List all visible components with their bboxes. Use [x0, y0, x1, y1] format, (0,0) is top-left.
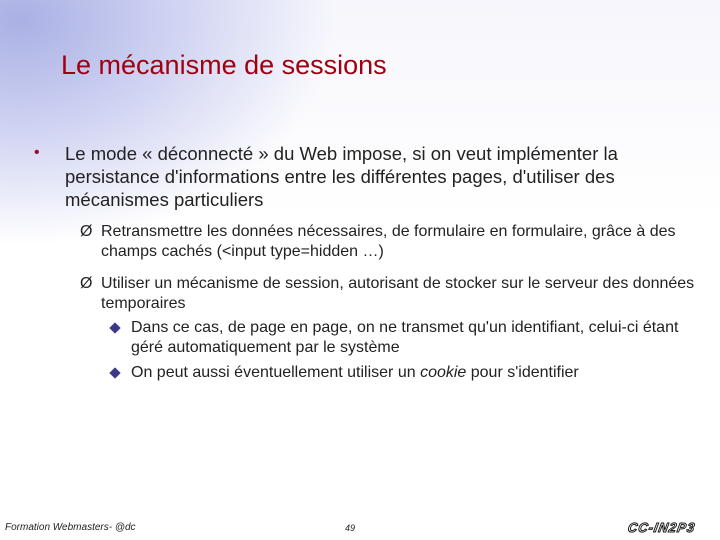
bullet-marker: • — [34, 144, 40, 161]
sub-sub-bullet-text — [131, 363, 696, 383]
arrow-bullet-icon: Ø — [80, 275, 93, 292]
italic-term: cookie — [420, 364, 467, 381]
diamond-bullet-icon — [109, 367, 120, 378]
sub-bullet-text: Utiliser un mécanisme de session, autorisant de stocker sur le serveur des données temporaires — [101, 275, 695, 312]
sub-bullet-text: Retransmettre les données nécessaires, de formulaire en formulaire, grâce à des champs cachés (<input type=hidden …) — [101, 223, 676, 260]
bullet-main-text: Le mode « déconnecté » du Web impose, si on veut implémenter la persistance d'informations entre les différentes pages, d'utiliser des mécanismes particuliers — [65, 143, 618, 210]
diamond-bullet-icon — [109, 322, 120, 333]
logo — [627, 520, 697, 535]
arrow-bullet-icon: Ø — [80, 223, 93, 240]
footer-text: Formation Webmasters- @dc — [5, 522, 136, 533]
slide-title: Le mécanisme de sessions — [61, 50, 387, 80]
text-segment: On peut aussi éventuellement utiliser un — [131, 364, 421, 381]
text-segment: pour s'identifier — [466, 364, 579, 381]
sub-sub-bullet-text: Dans ce cas, de page en page, on ne transmet qu'un identifiant, celui-ci étant géré automatiquement par le système — [131, 319, 679, 356]
logo-text: CC-IN2P3 — [626, 520, 697, 535]
page-number: 49 — [345, 523, 356, 533]
